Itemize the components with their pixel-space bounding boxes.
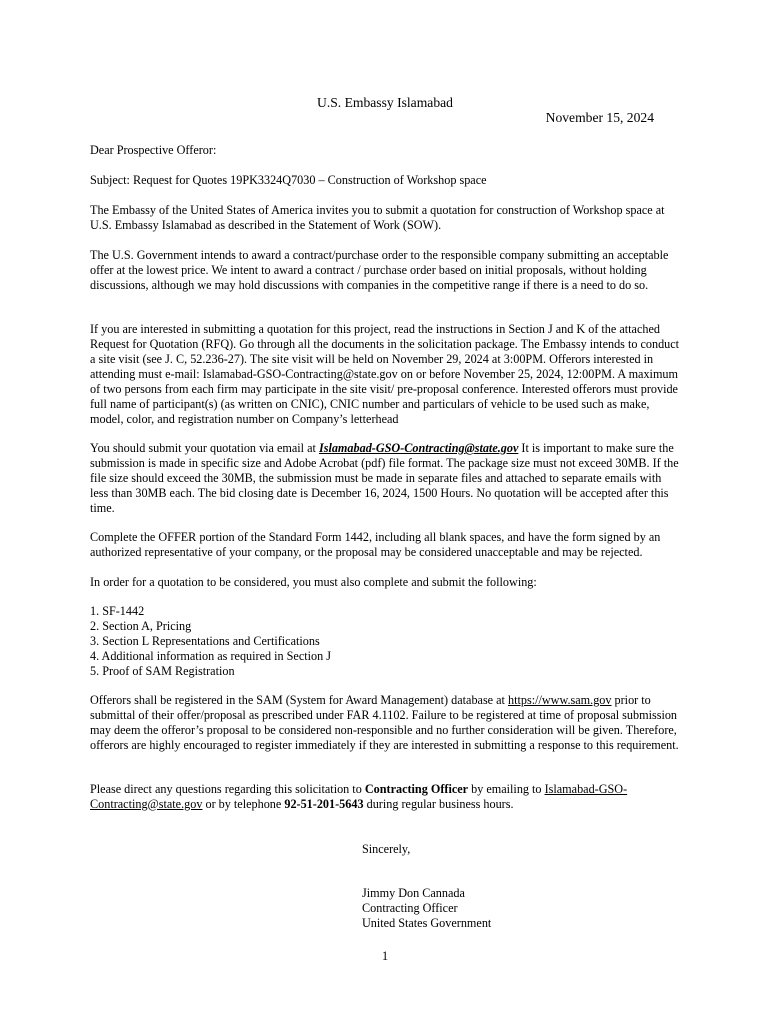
signatory-org: United States Government xyxy=(362,916,492,930)
list-item: 1. SF-1442 xyxy=(90,604,145,618)
submission-details-text: It is important to make sure the submission is made in specific size and Adobe Acrobat (pdf) file format. The package size must not exceed 30MB. If the file size should exceed the 30MB, the submission must be made in separate files and attached to separate emails with less than 30MB each. The bid closing date is December 16, 2024, 1500 Hours. No quotation will be accepted after this time. xyxy=(90,441,679,515)
sam-details-text: prior to submittal of their offer/proposal as prescribed under FAR 4.1102. Failure to be registered at time of proposal submission may deem the offeror’s proposal to be considered non-responsible and no further consideration will be given. Therefore, offerors are highly encouraged to register immediately if they are interested in submitting a response to this requirement. xyxy=(90,693,679,752)
list-item: 2. Section A, Pricing xyxy=(90,619,192,633)
signature-block xyxy=(362,886,491,931)
page-number: 1 xyxy=(381,949,389,963)
contact-phone: 92-51-201-5643 xyxy=(284,797,364,811)
requirements-list xyxy=(90,604,682,679)
contact-mid-text: by emailing to xyxy=(468,782,545,796)
paragraph-offer-form: Complete the OFFER portion of the Standard Form 1442, including all blank spaces, and have the form signed by an authorized representative of your company, or the proposal may be considered unacceptable and may be rejected. xyxy=(90,530,661,559)
contact-email-link[interactable]: Islamabad-GSO-Contracting@state.gov xyxy=(90,782,628,811)
subject-line: Subject: Request for Quotes 19PK3324Q7030 – Construction of Workshop space xyxy=(90,173,487,187)
submission-email-link[interactable]: Islamabad-GSO-Contracting@state.gov xyxy=(318,441,519,455)
embassy-name: U.S. Embassy Islamabad xyxy=(317,95,453,110)
paragraph-contact xyxy=(90,782,682,812)
paragraph-submission xyxy=(90,441,682,516)
paragraph-sam-registration xyxy=(90,693,682,753)
contact-mid2-text: or by telephone xyxy=(202,797,285,811)
list-item: 4. Additional information as required in Section J xyxy=(90,649,331,663)
closing: Sincerely, xyxy=(362,842,411,856)
sam-lead-text: Offerors shall be registered in the SAM (System for Award Management) database at xyxy=(90,693,508,707)
sam-url-link[interactable]: https://www.sam.gov xyxy=(508,693,612,707)
contact-role: Contracting Officer xyxy=(364,782,469,796)
signatory-title: Contracting Officer xyxy=(362,901,458,915)
paragraph-site-visit: If you are interested in submitting a quotation for this project, read the instructions in Section J and K of the attached Request for Quotation (RFQ). Go through all the documents in the solicitation package. The Embassy intends to conduct a site visit (see J. C, 52.236-27). The site visit will be held on November 29, 2024 at 3:00PM. Offerors interested in attending must e-mail: Islamabad-GSO-Contracting@state.gov on or before November 25, 2024, 12:00PM. A maximum of two persons from each firm may participate in the site visit/ pre-proposal conference. Interested offerors must provide full name of participant(s) (as written on CNIC), CNIC number and particulars of vehicle to be used such as make, model, color, and registration number on Company’s letterhead xyxy=(90,322,680,426)
submission-lead-text: You should submit your quotation via email at xyxy=(90,441,319,455)
letter-date: November 15, 2024 xyxy=(545,110,654,125)
paragraph-invitation: The Embassy of the United States of America invites you to submit a quotation for construction of Workshop space at U.S. Embassy Islamabad as described in the Statement of Work (SOW). xyxy=(90,203,665,232)
paragraph-requirements-intro: In order for a quotation to be considered, you must also complete and submit the following: xyxy=(90,575,537,589)
list-item: 5. Proof of SAM Registration xyxy=(90,664,235,678)
signatory-name: Jimmy Don Cannada xyxy=(362,886,465,900)
contact-rest-text: during regular business hours. xyxy=(363,797,514,811)
salutation: Dear Prospective Offeror: xyxy=(90,143,217,157)
list-item: 3. Section L Representations and Certifications xyxy=(90,634,320,648)
contact-lead-text: Please direct any questions regarding this solicitation to xyxy=(90,782,365,796)
paragraph-award-intent: The U.S. Government intends to award a contract/purchase order to the responsible company submitting an acceptable offer at the lowest price. We intent to award a contract / purchase order based on initial proposals, without holding discussions, although we may hold discussions with companies in the competitive range if there is a need to do so. xyxy=(90,248,669,292)
